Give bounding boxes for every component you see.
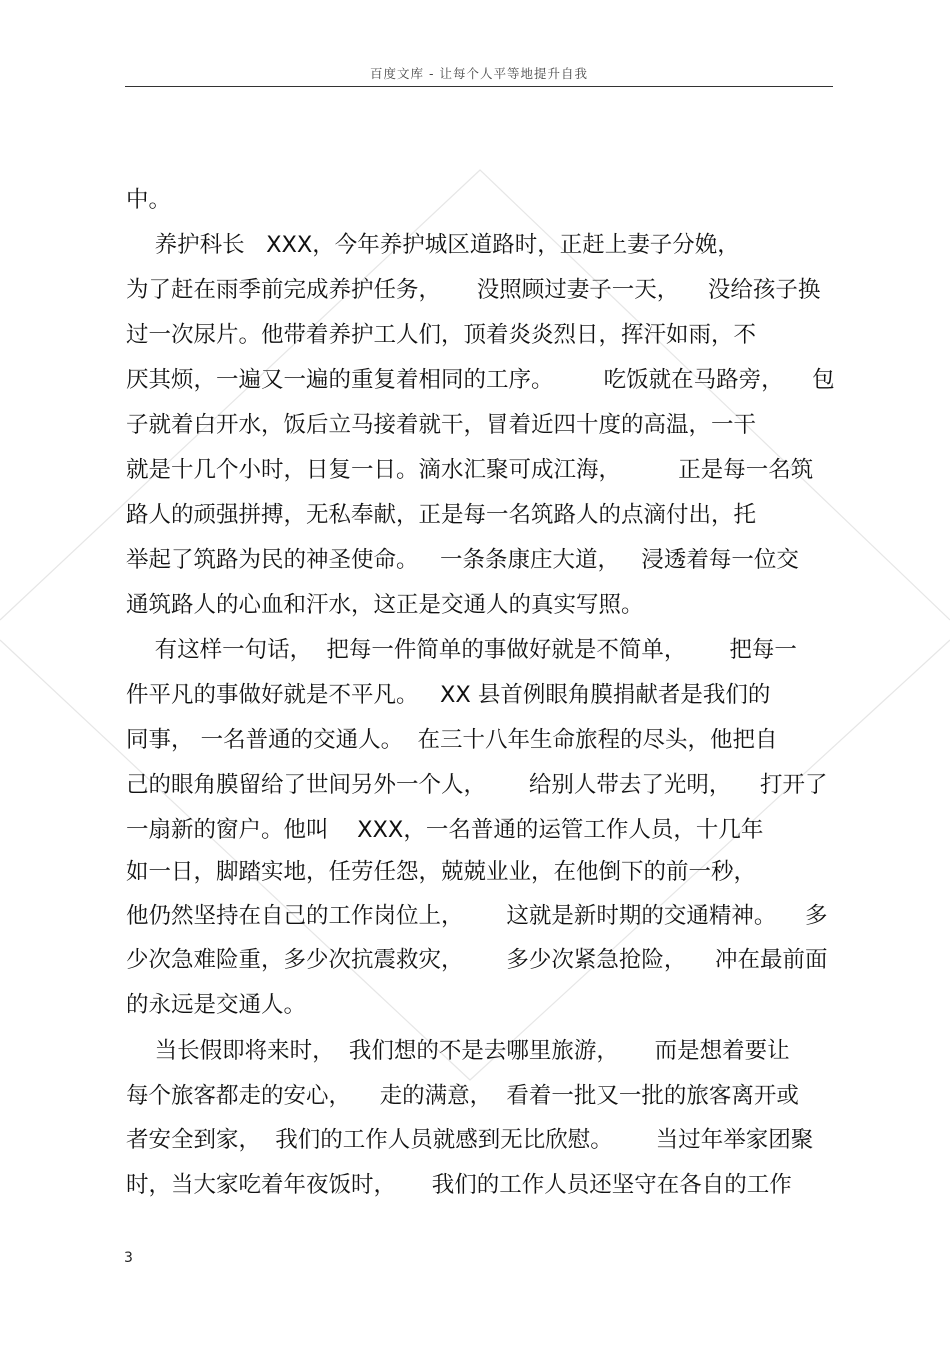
text-line: 的永远是交通人。 — [126, 992, 307, 1018]
text-line: 过一次尿片。他带着养护工人们，顶着炎炎烈日，挥汗如雨，不 — [126, 322, 757, 348]
text-line: 中。 — [126, 187, 172, 213]
text-line: 者安全到家， 我们的工作人员就感到无比欣慰。 当过年举家团聚 — [126, 1127, 814, 1153]
text-line: 当长假即将来时， 我们想的不是去哪里旅游， 而是想着要让 — [126, 1038, 790, 1064]
text-line: 件平凡的事做好就是不平凡。 XX 县首例眼角膜捐献者是我们的 — [126, 682, 771, 708]
text-line: 他仍然坚持在自己的工作岗位上， 这就是新时期的交通精神。 多 — [126, 903, 828, 929]
text-line: 如一日，脚踏实地，任劳任怨，兢兢业业，在他倒下的前一秒， — [126, 859, 757, 885]
text-line: 每个旅客都走的安心， 走的满意， 看着一批又一批的旅客离开或 — [126, 1083, 799, 1109]
text-line: 厌其烦，一遍又一遍的重复着相同的工序。 吃饭就在马路旁， 包 — [126, 367, 835, 393]
page-header: 百度文库 - 让每个人平等地提升自我 — [125, 64, 833, 87]
text-line: 路人的顽强拼搏，无私奉献，正是每一名筑路人的点滴付出，托 — [126, 502, 757, 528]
text-line: 举起了筑路为民的神圣使命。 一条条康庄大道， 浸透着每一位交 — [126, 547, 799, 573]
text-line: 一扇新的窗户。他叫 XXX，一名普通的运管工作人员，十几年 — [126, 817, 764, 843]
text-line: 为了赶在雨季前完成养护任务， 没照顾过妻子一天， 没给孩子换 — [126, 277, 821, 303]
text-line: 就是十几个小时，日复一日。滴水汇聚可成江海， 正是每一名筑 — [126, 457, 814, 483]
text-line: 少次急难险重，多少次抗震救灾， 多少次紧急抢险， 冲在最前面 — [126, 947, 828, 973]
text-line: 己的眼角膜留给了世间另外一个人， 给别人带去了光明， 打开了 — [126, 772, 828, 798]
text-line: 时，当大家吃着年夜饭时， 我们的工作人员还坚守在各自的工作 — [126, 1172, 792, 1198]
text-line: 子就着白开水，饭后立马接着就干，冒着近四十度的高温，一干 — [126, 412, 757, 438]
text-line: 通筑路人的心血和汗水，这正是交通人的真实写照。 — [126, 592, 644, 618]
text-line: 养护科长 XXX，今年养护城区道路时，正赶上妻子分娩， — [126, 232, 740, 258]
text-line: 同事， 一名普通的交通人。 在三十八年生命旅程的尽头，他把自 — [126, 727, 778, 753]
text-line: 有这样一句话， 把每一件简单的事做好就是不简单， 把每一 — [126, 637, 797, 663]
page-number: 3 — [124, 1250, 133, 1266]
